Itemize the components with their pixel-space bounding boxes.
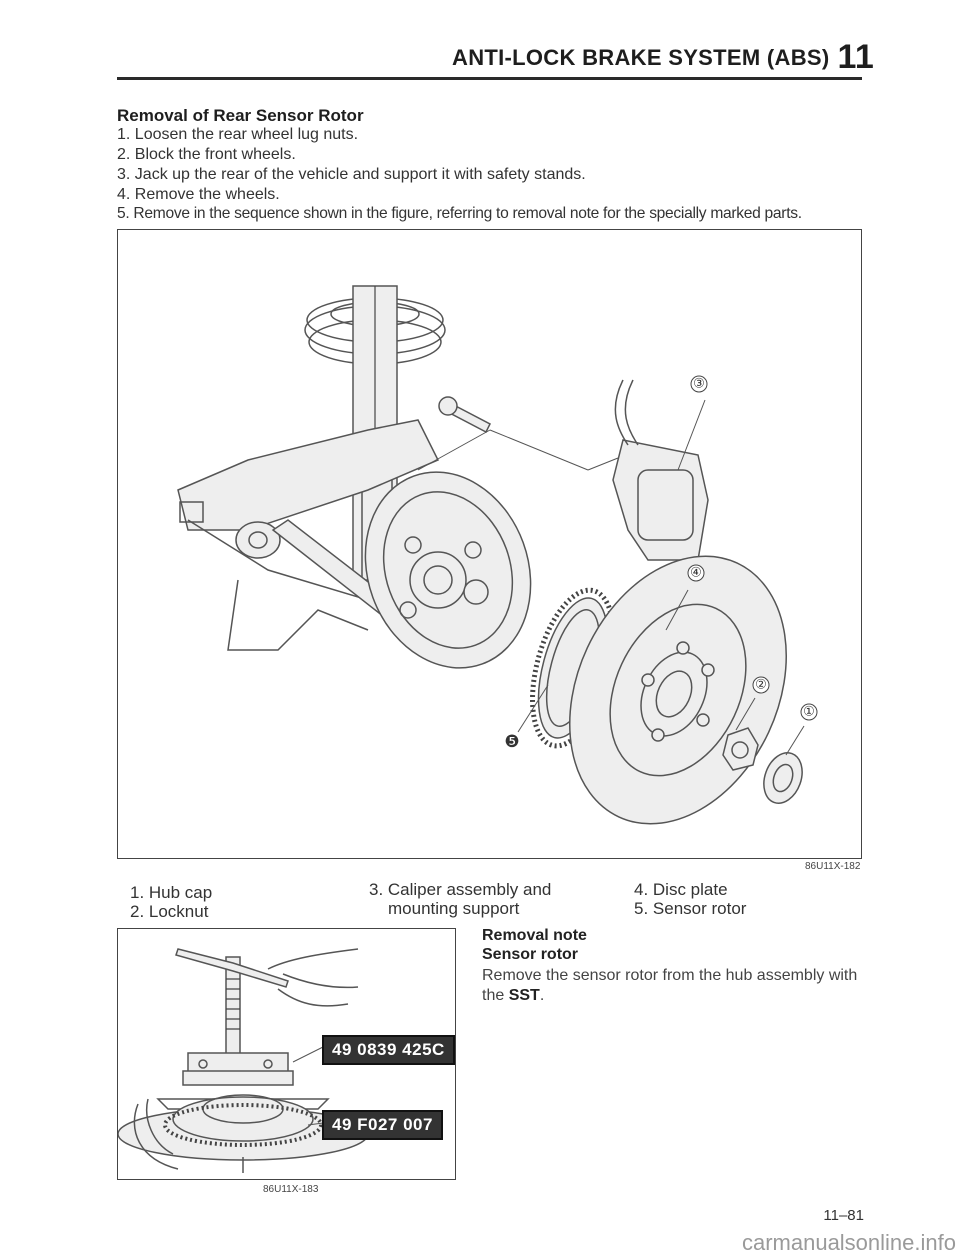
sst-label-49-0839-425c: 49 0839 425C [322,1035,455,1065]
callout-3-label: ③ [693,376,705,392]
legend-item-4: 4. Disc plate [634,880,728,899]
step-5: 5. Remove in the sequence shown in the figure, referring to removal note for the specially marked parts. [117,205,802,222]
removal-note-heading: Removal note [482,927,587,944]
exploded-view-figure [117,229,862,859]
step-1: 1. Loosen the rear wheel lug nuts. [117,126,359,143]
disc-plate-drawing [528,521,828,858]
removal-note-subheading: Sensor rotor [482,946,579,963]
step-4: 4. Remove the wheels. [117,186,280,203]
sst-label-49-f027-007: 49 F027 007 [322,1110,443,1140]
figure1-code: 86U11X-182 [805,861,861,872]
callout-4-label: ④ [690,565,702,581]
section-title: Removal of Rear Sensor Rotor [117,106,364,125]
page-header [452,38,874,77]
step-2: 2. Block the front wheels. [117,146,296,163]
legend-item-2: 2. Locknut [130,902,209,921]
removal-note-sst: SST [508,987,540,1004]
caliper-assembly-drawing [588,380,708,560]
figure2-code: 86U11X-183 [263,1184,319,1195]
hand-drawing [268,949,358,1006]
legend-item-3b: mounting support [388,899,520,918]
hub-cap-drawing [757,747,809,808]
header-title: ANTI-LOCK BRAKE SYSTEM (ABS) [452,45,830,70]
header-rule [117,77,862,80]
rear-brake-exploded-illustration [118,230,861,858]
chapter-number: 11 [837,38,875,76]
step-3: 3. Jack up the rear of the vehicle and support it with safety stands. [117,166,586,183]
removal-note-text [482,966,862,1006]
callout-2-label: ② [755,677,767,693]
legend-item-5: 5. Sensor rotor [634,899,747,918]
removal-note-text-main: Remove the sensor rotor from the hub assembly with the [482,967,858,1004]
legend-item-3a: 3. Caliper assembly and [369,880,552,899]
callout-1-label: ① [803,704,815,720]
callout-1 [786,704,817,755]
mounting-bolt-drawing [418,397,588,470]
legend-item-1: 1. Hub cap [130,883,213,902]
watermark: carmanualsonline.info [741,1230,956,1255]
removal-note-text-end: . [539,987,545,1004]
callout-5-label: ❺ [504,732,520,752]
page-number: 11–81 [823,1207,864,1224]
